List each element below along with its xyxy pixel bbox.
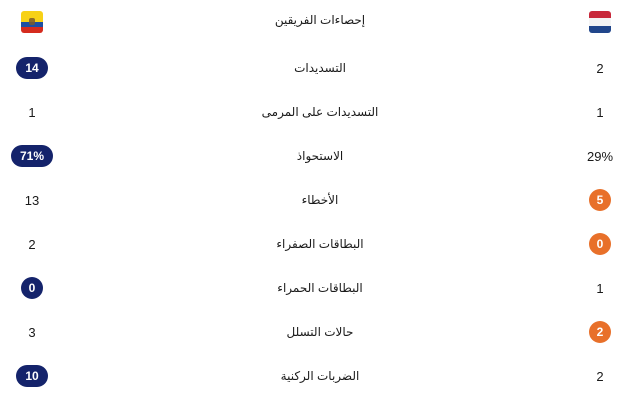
stats-header: [0, 0, 640, 44]
right-value: 1: [596, 280, 604, 296]
stat-row-offsides: [0, 310, 640, 354]
stat-row-possession: [0, 134, 640, 178]
stat-label: التسديدات: [294, 61, 346, 75]
right-value: 29%: [586, 148, 614, 164]
left-value: 1: [28, 104, 36, 120]
right-value-badge: 2: [589, 321, 611, 343]
stat-row-shots: [0, 46, 640, 90]
stat-label: الأخطاء: [301, 193, 339, 207]
stat-label: البطاقات الصفراء: [276, 237, 364, 251]
stat-row-corners: [0, 354, 640, 398]
stat-row-yellow-cards: [0, 222, 640, 266]
stat-row-fouls: [0, 178, 640, 222]
page-title: إحصاءات الفريقين: [274, 13, 366, 27]
left-value: 2: [28, 236, 36, 252]
stat-label: الضربات الركنية: [280, 369, 360, 383]
left-value: 13: [24, 192, 40, 208]
left-value-badge: 71%: [11, 145, 53, 167]
right-value: 2: [596, 368, 604, 384]
stat-label: البطاقات الحمراء: [277, 281, 363, 295]
stat-label: الاستحواذ: [296, 149, 344, 163]
right-value: 2: [596, 60, 604, 76]
stats-list: [0, 46, 640, 398]
stat-label: التسديدات على المرمى: [261, 105, 379, 119]
stat-label: حالات التسلل: [286, 325, 354, 339]
right-value-badge: 0: [589, 233, 611, 255]
netherlands-flag-icon: [589, 11, 611, 33]
left-value-badge: 10: [16, 365, 47, 387]
stat-row-shots-on-target: [0, 90, 640, 134]
left-value-badge: 14: [16, 57, 47, 79]
ecuador-flag-icon: [21, 11, 43, 33]
right-value: 1: [596, 104, 604, 120]
stat-row-red-cards: [0, 266, 640, 310]
right-value-badge: 5: [589, 189, 611, 211]
left-value-badge: 0: [21, 277, 43, 299]
left-value: 3: [28, 324, 36, 340]
